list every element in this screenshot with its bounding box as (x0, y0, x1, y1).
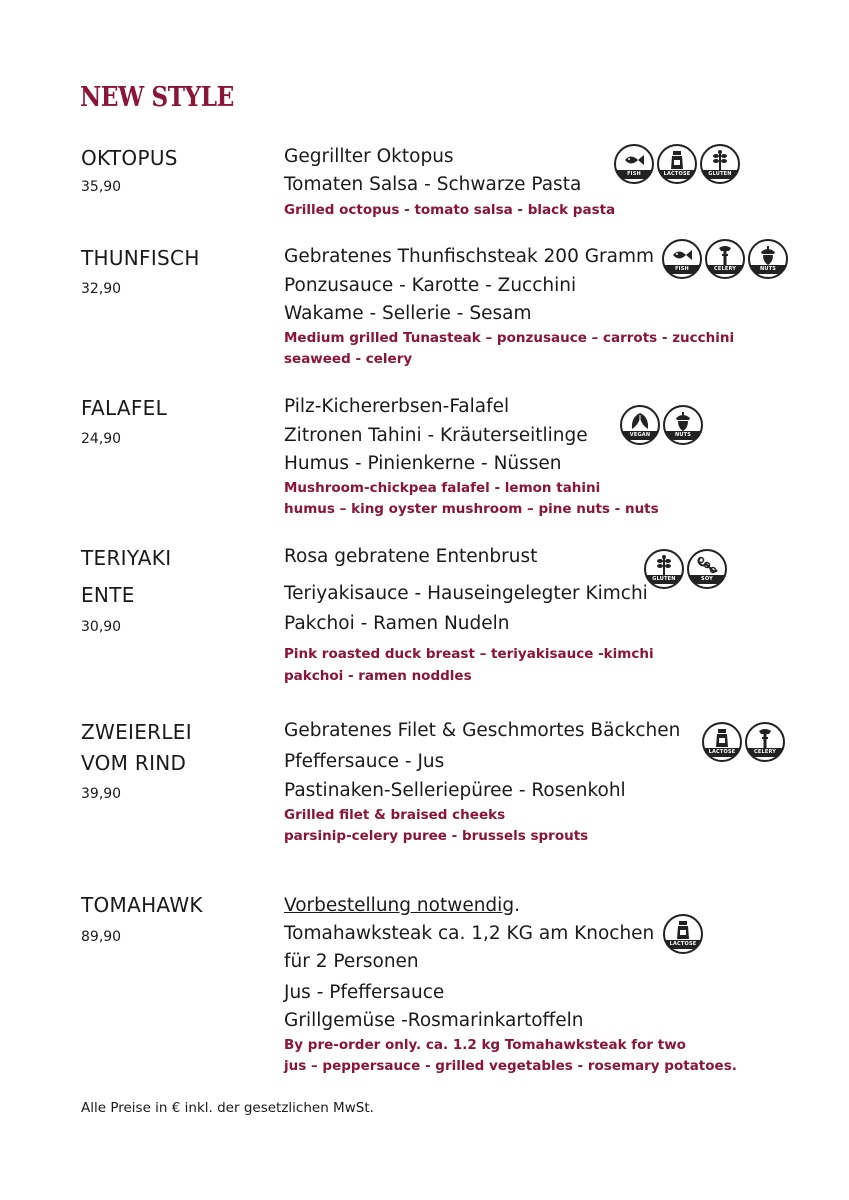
dish-name: ENTE (81, 583, 135, 607)
allergen-icons (702, 722, 785, 762)
allergen-icons (620, 405, 703, 445)
dish-name: FALAFEL (81, 396, 168, 420)
dish-description: Grillgemüse -Rosmarinkartoffeln (284, 1010, 584, 1031)
allergen-label: SOY (689, 575, 725, 584)
lactose-icon (663, 914, 703, 954)
gluten-icon (644, 549, 684, 589)
dish-price: 89,90 (81, 929, 122, 945)
soy-icon (687, 549, 727, 589)
dish-name: OKTOPUS (81, 146, 178, 170)
dish-translation: pakchoi - ramen noddles (284, 668, 472, 684)
dish-translation: jus – peppersauce - grilled vegetables - rosemary potatoes. (284, 1058, 737, 1074)
price-note: Alle Preise in € inkl. der gesetzlichen MwSt. (81, 1100, 374, 1116)
dish-description: Pfeffersauce - Jus (284, 751, 445, 772)
dish-description: Ponzusauce - Karotte - Zucchini (284, 275, 577, 296)
allergen-label: FISH (616, 170, 652, 179)
allergen-label: CELERY (747, 748, 783, 757)
dish-translation: Pink roasted duck breast – teriyakisauce -kimchi (284, 646, 654, 662)
page-title: NEW STYLE (80, 82, 234, 113)
dish-name: TERIYAKI (81, 546, 172, 570)
allergen-label: CELERY (707, 265, 743, 274)
allergen-label: LACTOSE (665, 940, 701, 949)
dish-description: Gebratenes Filet & Geschmortes Bäckchen (284, 720, 681, 741)
allergen-label: LACTOSE (704, 748, 740, 757)
allergen-icons (614, 144, 740, 184)
dish-name: ZWEIERLEI (81, 720, 192, 744)
dish-price: 35,90 (81, 179, 122, 195)
dish-description: Jus - Pfeffersauce (284, 982, 445, 1003)
dish-description: für 2 Personen (284, 951, 419, 972)
dish-description: Pakchoi - Ramen Nudeln (284, 613, 510, 634)
dish-price: 39,90 (81, 786, 122, 802)
vegan-icon (620, 405, 660, 445)
allergen-icons (644, 549, 727, 589)
dish-description: Humus - Pinienkerne - Nüssen (284, 453, 562, 474)
dish-name: VOM RIND (81, 751, 187, 775)
lactose-icon (657, 144, 697, 184)
allergen-label: NUTS (665, 431, 701, 440)
lactose-icon (702, 722, 742, 762)
dish-description: Teriyakisauce - Hauseingelegter Kimchi (284, 583, 648, 604)
dish-description: Gegrillter Oktopus (284, 146, 454, 167)
allergen-label: GLUTEN (702, 170, 738, 179)
preorder-text: Vorbestellung notwendig (284, 895, 515, 916)
nuts-icon (748, 239, 788, 279)
dish-description: Pastinaken-Selleriepüree - Rosenkohl (284, 780, 626, 801)
allergen-label: VEGAN (622, 431, 658, 440)
allergen-label: LACTOSE (659, 170, 695, 179)
allergen-icons (663, 914, 703, 954)
dish-description: Rosa gebratene Entenbrust (284, 546, 538, 567)
gluten-icon (700, 144, 740, 184)
dish-description: Gebratenes Thunfischsteak 200 Gramm (284, 246, 655, 267)
allergen-label: GLUTEN (646, 575, 682, 584)
allergen-icons (662, 239, 788, 279)
dish-price: 32,90 (81, 281, 122, 297)
dish-translation: By pre-order only. ca. 1.2 kg Tomahawksteak for two (284, 1037, 686, 1053)
dish-translation: Mushroom-chickpea falafel - lemon tahini (284, 480, 601, 496)
dish-translation: Medium grilled Tunasteak – ponzusauce – carrots - zucchini (284, 330, 735, 346)
celery-icon (705, 239, 745, 279)
nuts-icon (663, 405, 703, 445)
dish-translation: Grilled filet & braised cheeks (284, 807, 506, 823)
fish-icon (662, 239, 702, 279)
dish-translation: seaweed - celery (284, 351, 413, 367)
dish-price: 30,90 (81, 619, 122, 635)
fish-icon (614, 144, 654, 184)
dish-name: THUNFISCH (81, 246, 200, 270)
dish-translation: humus – king oyster mushroom – pine nuts - nuts (284, 501, 659, 517)
dish-description: Wakame - Sellerie - Sesam (284, 303, 532, 324)
dish-translation: parsinip-celery puree - brussels sprouts (284, 828, 589, 844)
allergen-label: NUTS (750, 265, 786, 274)
dish-translation: Grilled octopus - tomato salsa - black pasta (284, 202, 616, 218)
celery-icon (745, 722, 785, 762)
dish-description: Tomahawksteak ca. 1,2 KG am Knochen (284, 923, 655, 944)
allergen-label: FISH (664, 265, 700, 274)
dish-description: Tomaten Salsa - Schwarze Pasta (284, 174, 582, 195)
dish-name: TOMAHAWK (81, 893, 203, 917)
dish-description: Zitronen Tahini - Kräuterseitlinge (284, 425, 588, 446)
preorder-period: . (514, 895, 520, 916)
dish-price: 24,90 (81, 431, 122, 447)
preorder-note (284, 895, 520, 917)
dish-description: Pilz-Kichererbsen-Falafel (284, 396, 510, 417)
